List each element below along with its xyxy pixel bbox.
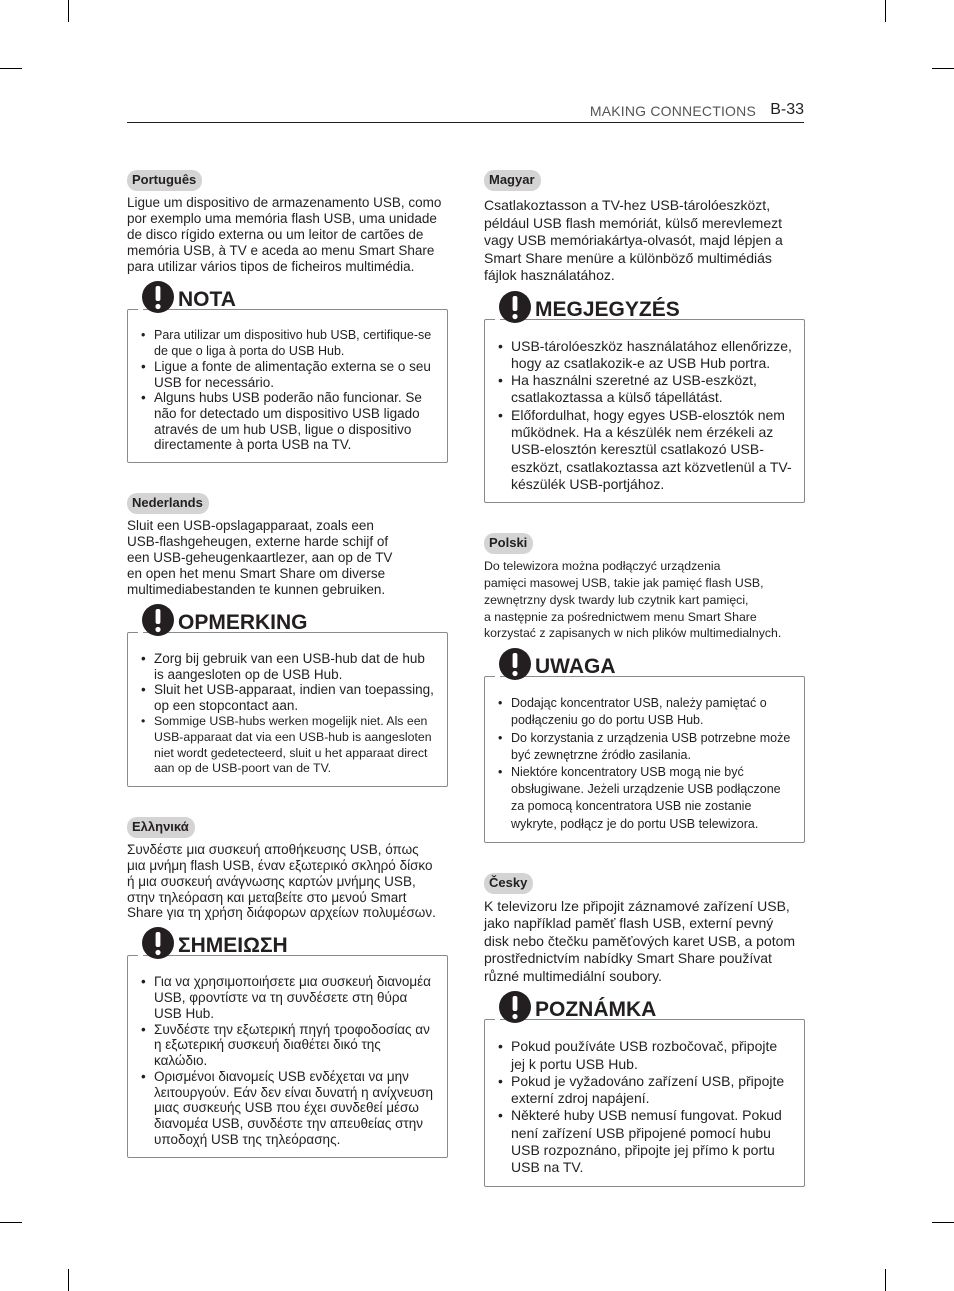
- note-item: • Sluit het USB-apparaat, indien van toepassing, op een stopcontact aan.: [138, 682, 437, 714]
- note-list: [138, 974, 437, 1148]
- note-header: [495, 990, 657, 1030]
- crop-mark: [0, 1222, 22, 1223]
- note-title: MEGJEGYZÉS: [535, 297, 680, 321]
- note-box: [127, 288, 448, 463]
- note-item: • Ha használni szeretné az USB-eszközt, csatlakoztassa a külső tápellátást.: [495, 372, 794, 407]
- note-box: [484, 297, 805, 504]
- exclamation-icon: [141, 926, 175, 960]
- note-title: UWAGA: [535, 655, 616, 679]
- crop-mark: [885, 1269, 886, 1291]
- section-title: MAKING CONNECTIONS: [589, 103, 756, 119]
- exclamation-icon: [141, 280, 175, 314]
- note-item: • Sommige USB-hubs werken mogelijk niet. Als een USB-apparaat dat via een USB-hub is aangesloten niet wordt gedetecteerd, sluit u het apparaat direct aan op de USB-poort van de TV.: [138, 714, 437, 777]
- note-list: [138, 651, 437, 777]
- note-item: • Para utilizar um dispositivo hub USB, certifique-se de que o liga à porta do USB Hub.: [138, 328, 437, 359]
- intro-paragraph: Do telewizora można podłączyć urządzenia pamięci masowej USB, takie jak pamięć flash USB, zewnętrzny dysk twardy lub czytnik kart pamięci, a następnie za pośrednictwem menu Smart Share korzystać z zapisanych w nich plików multimedialnych.: [484, 559, 782, 641]
- left-column: [127, 170, 448, 1188]
- note-item: • Előfordulhat, hogy egyes USB-elosztók nem működnek. Ha a készülék nem érzékeli az USB-elosztón keresztül csatlakozó USB-eszközt, csatlakoztassa azt közvetlenül a TV-készülék USB-portjához.: [495, 407, 794, 493]
- language-tag: Česky: [484, 873, 533, 894]
- crop-mark: [932, 68, 954, 69]
- note-item: • Συνδέστε την εξωτερική πηγή τροφοδοσίας αν η εξωτερική συσκευή διαθέτει δικό της καλώδιο.: [138, 1022, 437, 1069]
- note-header: [495, 290, 680, 330]
- note-item: • Do korzystania z urządzenia USB potrzebne może być zewnętrzne źródło zasilania.: [495, 730, 794, 764]
- page-header: [127, 100, 804, 123]
- note-title: OPMERKING: [178, 610, 308, 634]
- intro-paragraph: Ligue um dispositivo de armazenamento USB, como por exemplo uma memória flash USB, uma unidade de disco rígido externa ou um leitor de cartões de memória USB, à TV e aceda ao menu Smart Share para utilizar vários tipos de ficheiros multimédia.: [127, 195, 442, 274]
- language-tag: Nederlands: [127, 493, 209, 514]
- language-tag: Ελληνικά: [127, 817, 195, 838]
- note-box: [484, 998, 805, 1186]
- language-tag: Polski: [484, 533, 533, 554]
- note-list: [138, 328, 437, 453]
- crop-mark: [68, 1269, 69, 1291]
- crop-mark: [885, 0, 886, 22]
- exclamation-icon: [498, 990, 532, 1024]
- note-item: • Některé huby USB nemusí fungovat. Pokud není zařízení USB připojené pomocí hubu USB rozpoznáno, připojte jej přímo k portu USB na TV.: [495, 1107, 794, 1176]
- note-header: [138, 603, 308, 643]
- right-column: [484, 170, 805, 1217]
- crop-mark: [932, 1222, 954, 1223]
- note-item: • Pokud používáte USB rozbočovač, připojte jej k portu USB Hub.: [495, 1038, 794, 1073]
- note-item: • Για να χρησιμοποιήσετε μια συσκευή διανομέα USB, φροντίστε να τη συνδέσετε στη θύρα USB Hub.: [138, 974, 437, 1021]
- language-section: [484, 533, 805, 843]
- language-section: [127, 817, 448, 1158]
- note-title: NOTA: [178, 288, 236, 311]
- note-title: POZNÁMKA: [535, 998, 657, 1022]
- exclamation-icon: [141, 603, 175, 637]
- note-item: • Zorg bij gebruik van een USB-hub dat de hub is aangesloten op de USB Hub.: [138, 651, 437, 683]
- note-item: • Alguns hubs USB poderão não funcionar. Se não for detectado um dispositivo USB ligado através de um hub USB, ligue o dispositivo directamente à porta USB na TV.: [138, 390, 437, 452]
- exclamation-icon: [498, 290, 532, 324]
- note-item: • Pokud je vyžadováno zařízení USB, připojte externí zdroj napájení.: [495, 1073, 794, 1108]
- note-item: • USB-tárolóeszköz használatához ellenőrizze, hogy az csatlakozik-e az USB Hub portra.: [495, 338, 794, 373]
- language-section: [127, 170, 448, 463]
- language-tag: Magyar: [484, 170, 541, 191]
- crop-mark: [68, 0, 69, 22]
- intro-paragraph: Συνδέστε μια συσκευή αποθήκευσης USB, όπως μια μνήμη flash USB, έναν εξωτερικό σκληρό δίσκο ή μια συσκευή ανάγνωσης καρτών μνήμης USB, στην τηλεόραση και μεταβείτε στο μενού Smart Share για τη χρήση διάφορων αρχείων πολυμέσων.: [127, 842, 436, 921]
- note-list: [495, 338, 794, 494]
- intro-paragraph: Sluit een USB-opslagapparaat, zoals een USB-flashgeheugen, externe harde schijf of een USB-geheugenkaartlezer, aan op de TV en open het menu Smart Share om diverse multimediabestanden te kunnen gebruiken.: [127, 517, 393, 597]
- note-box: [127, 610, 448, 787]
- intro-paragraph: Csatlakoztasson a TV-hez USB-tárolóeszközt, például USB flash memóriát, külső merevlemezt vagy USB memóriakártya-olvasót, majd lépjen a Smart Share menüre a különböző multimédiás fájlok használatához.: [484, 197, 783, 283]
- note-box: [127, 934, 448, 1158]
- note-item: • Niektóre koncentratory USB mogą nie być obsługiwane. Jeżeli urządzenie USB podłączone za pomocą koncentratora USB nie zostanie wykryte, podłącz je do portu USB telewizora.: [495, 764, 794, 833]
- note-list: [495, 695, 794, 833]
- language-section: [127, 493, 448, 787]
- language-section: [484, 873, 805, 1187]
- note-item: • Ορισμένοι διανομείς USB ενδέχεται να μην λειτουργούν. Εάν δεν είναι δυνατή η ανίχνευση μιας συσκευής USB που έχει συνδεθεί μέσω διανομέα USB, συνδέστε την απευθείας στην υποδοχή USB της τηλεόρασης.: [138, 1069, 437, 1148]
- note-box: [484, 655, 805, 843]
- exclamation-icon: [498, 647, 532, 681]
- note-item: • Dodając koncentrator USB, należy pamiętać o podłączeniu go do portu USB Hub.: [495, 695, 794, 729]
- crop-mark: [0, 68, 22, 69]
- note-item: • Ligue a fonte de alimentação externa se o seu USB for necessário.: [138, 359, 437, 390]
- language-section: [484, 170, 805, 503]
- note-header: [138, 280, 236, 320]
- note-header: [495, 647, 616, 687]
- language-tag: Português: [127, 170, 202, 191]
- note-list: [495, 1038, 794, 1176]
- note-header: [138, 926, 288, 966]
- intro-paragraph: K televizoru lze připojit záznamové zařízení USB, jako například paměť flash USB, externí pevný disk nebo čtečku paměťových karet USB, a potom prostřednictvím nabídky Smart Share používat různé multimediální soubory.: [484, 897, 796, 984]
- note-title: ΣΗΜΕΙΩΣΗ: [178, 934, 288, 958]
- page-number: B-33: [770, 101, 804, 118]
